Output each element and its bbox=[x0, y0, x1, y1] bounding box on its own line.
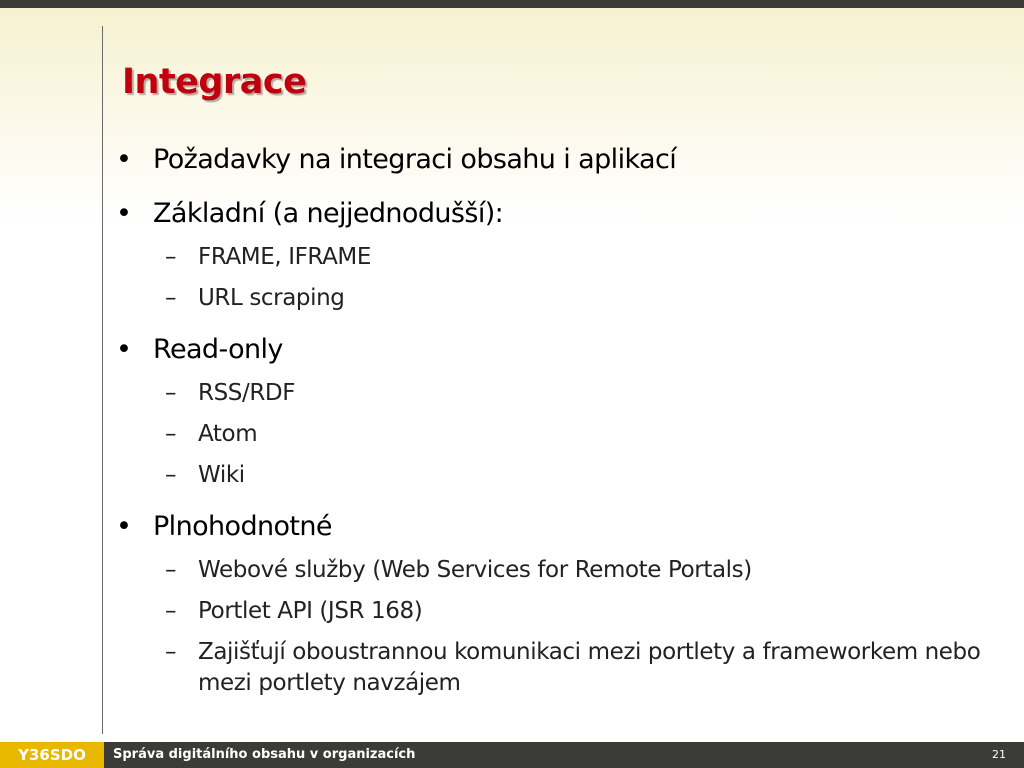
vertical-divider bbox=[102, 26, 103, 734]
bullet-glyph: • bbox=[116, 198, 132, 229]
sub-bullet-item bbox=[112, 460, 992, 491]
sub-bullet-item bbox=[112, 637, 992, 699]
bullet-glyph: • bbox=[116, 334, 132, 365]
bullet-text: Read-only bbox=[153, 334, 283, 365]
sub-bullet-text: Wiki bbox=[198, 462, 245, 488]
top-bar bbox=[0, 0, 1024, 8]
sub-bullet-text: RSS/RDF bbox=[198, 380, 296, 406]
sub-bullet-text: FRAME, IFRAME bbox=[198, 244, 371, 270]
dash-glyph: – bbox=[165, 639, 177, 665]
course-code-badge: Y36SDO bbox=[0, 742, 104, 768]
bullet-item bbox=[112, 509, 992, 545]
sub-bullet-item bbox=[112, 378, 992, 409]
slide-title: Integrace bbox=[122, 62, 307, 102]
sub-bullet-item bbox=[112, 283, 992, 314]
bullet-text: Plnohodnotné bbox=[153, 511, 332, 542]
dash-glyph: – bbox=[165, 380, 177, 406]
dash-glyph: – bbox=[165, 244, 177, 270]
bullet-text: Základní (a nejjednodušší): bbox=[153, 198, 504, 229]
bullet-glyph: • bbox=[116, 144, 132, 175]
sub-bullet-text: Zajišťují oboustrannou komunikaci mezi portlety a frameworkem nebo mezi portlety navzájem bbox=[198, 639, 981, 696]
sub-bullet-text: Webové služby (Web Services for Remote Portals) bbox=[198, 557, 752, 583]
bullet-item bbox=[112, 142, 992, 178]
bullet-text: Požadavky na integraci obsahu i aplikací bbox=[153, 144, 677, 175]
sub-bullet-item bbox=[112, 555, 992, 586]
dash-glyph: – bbox=[165, 285, 177, 311]
course-title: Správa digitálního obsahu v organizacích bbox=[113, 747, 416, 762]
bullet-list bbox=[112, 142, 992, 699]
sub-bullet-item bbox=[112, 242, 992, 273]
sub-bullet-text: URL scraping bbox=[198, 285, 345, 311]
page-number: 21 bbox=[992, 748, 1006, 761]
sub-bullet-text: Portlet API (JSR 168) bbox=[198, 598, 423, 624]
dash-glyph: – bbox=[165, 462, 177, 488]
sub-bullet-item bbox=[112, 596, 992, 627]
bullet-item bbox=[112, 196, 992, 232]
sub-bullet-item bbox=[112, 419, 992, 450]
bullet-item bbox=[112, 332, 992, 368]
dash-glyph: – bbox=[165, 421, 177, 447]
sub-bullet-text: Atom bbox=[198, 421, 258, 447]
dash-glyph: – bbox=[165, 557, 177, 583]
dash-glyph: – bbox=[165, 598, 177, 624]
bullet-glyph: • bbox=[116, 511, 132, 542]
